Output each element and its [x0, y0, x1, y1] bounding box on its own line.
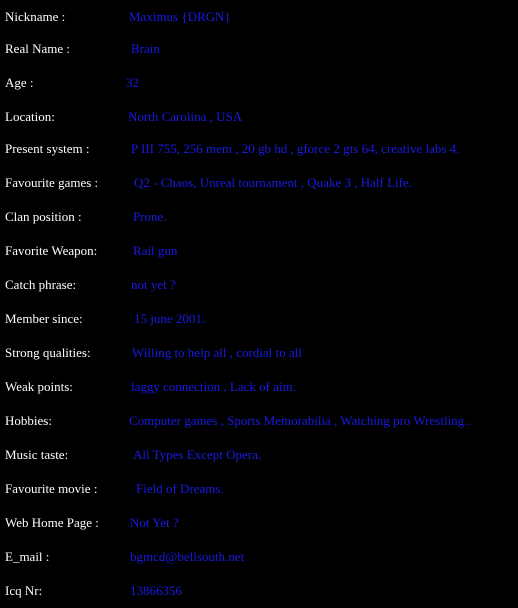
- profile-row-icq-nr: [0, 574, 518, 608]
- clan-position-label: Clan position :: [5, 209, 82, 224]
- profile-row-member-since: [0, 302, 518, 336]
- present-system-label: Present system :: [5, 141, 90, 156]
- clan-position-value: Prone.: [133, 209, 167, 224]
- profile-row-hobbies: [0, 404, 518, 438]
- real-name-value: Brain: [131, 41, 160, 56]
- favourite-games-value: Q2 - Chaos, Unreal tournament , Quake 3 , Half Life.: [134, 175, 412, 190]
- email-label: E_mail :: [5, 549, 50, 564]
- profile-row-catch-phrase: [0, 268, 518, 302]
- profile-row-weak-points: [0, 370, 518, 404]
- profile-row-age: [0, 66, 518, 100]
- age-label: Age :: [5, 75, 34, 90]
- profile-row-web-home-page: [0, 506, 518, 540]
- icq-nr-value: 13866356: [130, 583, 182, 598]
- weak-points-value: laggy connection , Lack of aim.: [131, 379, 296, 394]
- profile-row-clan-position: [0, 200, 518, 234]
- member-since-value: 15 june 2001.: [134, 311, 206, 326]
- catch-phrase-value: not yet ?: [131, 277, 176, 292]
- profile-row-email: [0, 540, 518, 574]
- profile-row-strong-qualities: [0, 336, 518, 370]
- hobbies-label: Hobbies:: [5, 413, 52, 428]
- location-label: Location:: [5, 109, 55, 124]
- favorite-weapon-label: Favorite Weapon:: [5, 243, 98, 258]
- profile-row-nickname: [0, 0, 518, 34]
- catch-phrase-label: Catch phrase:: [5, 277, 77, 292]
- nickname-label: Nickname :: [5, 9, 66, 24]
- location-value: North Carolina , USA: [128, 109, 243, 124]
- nickname-value: Maximus {DRGN}: [129, 9, 231, 24]
- age-value: 32: [126, 75, 139, 90]
- profile-row-favourite-movie: [0, 472, 518, 506]
- profile-row-real-name: [0, 32, 518, 66]
- strong-qualities-value: Willing to help all , cordial to all: [132, 345, 302, 360]
- profile-row-present-system: [0, 132, 518, 166]
- web-home-page-label: Web Home Page :: [5, 515, 99, 530]
- hobbies-value: Computer games , Sports Memorabilia , Watching pro Wrestling..: [129, 413, 471, 428]
- email-value: bgmcd@bellsouth.net: [130, 549, 245, 564]
- favourite-games-label: Favourite games :: [5, 175, 99, 190]
- web-home-page-value: Not Yet ?: [130, 515, 179, 530]
- music-taste-label: Music taste:: [5, 447, 69, 462]
- weak-points-label: Weak points:: [5, 379, 73, 394]
- strong-qualities-label: Strong qualities:: [5, 345, 91, 360]
- real-name-label: Real Name :: [5, 41, 70, 56]
- profile-row-favourite-games: [0, 166, 518, 200]
- music-taste-value: All Types Except Opera.: [133, 447, 262, 462]
- member-since-label: Member since:: [5, 311, 83, 326]
- icq-nr-label: Icq Nr:: [5, 583, 43, 598]
- favourite-movie-label: Favourite movie :: [5, 481, 98, 496]
- profile-row-location: [0, 100, 518, 134]
- favourite-movie-value: Field of Dreams.: [136, 481, 224, 496]
- profile-row-music-taste: [0, 438, 518, 472]
- profile-row-favorite-weapon: [0, 234, 518, 268]
- present-system-value: P III 755, 256 mem , 20 gb hd , gforce 2 gts 64, creative labs 4.: [131, 141, 460, 156]
- favorite-weapon-value: Rail gun: [133, 243, 178, 258]
